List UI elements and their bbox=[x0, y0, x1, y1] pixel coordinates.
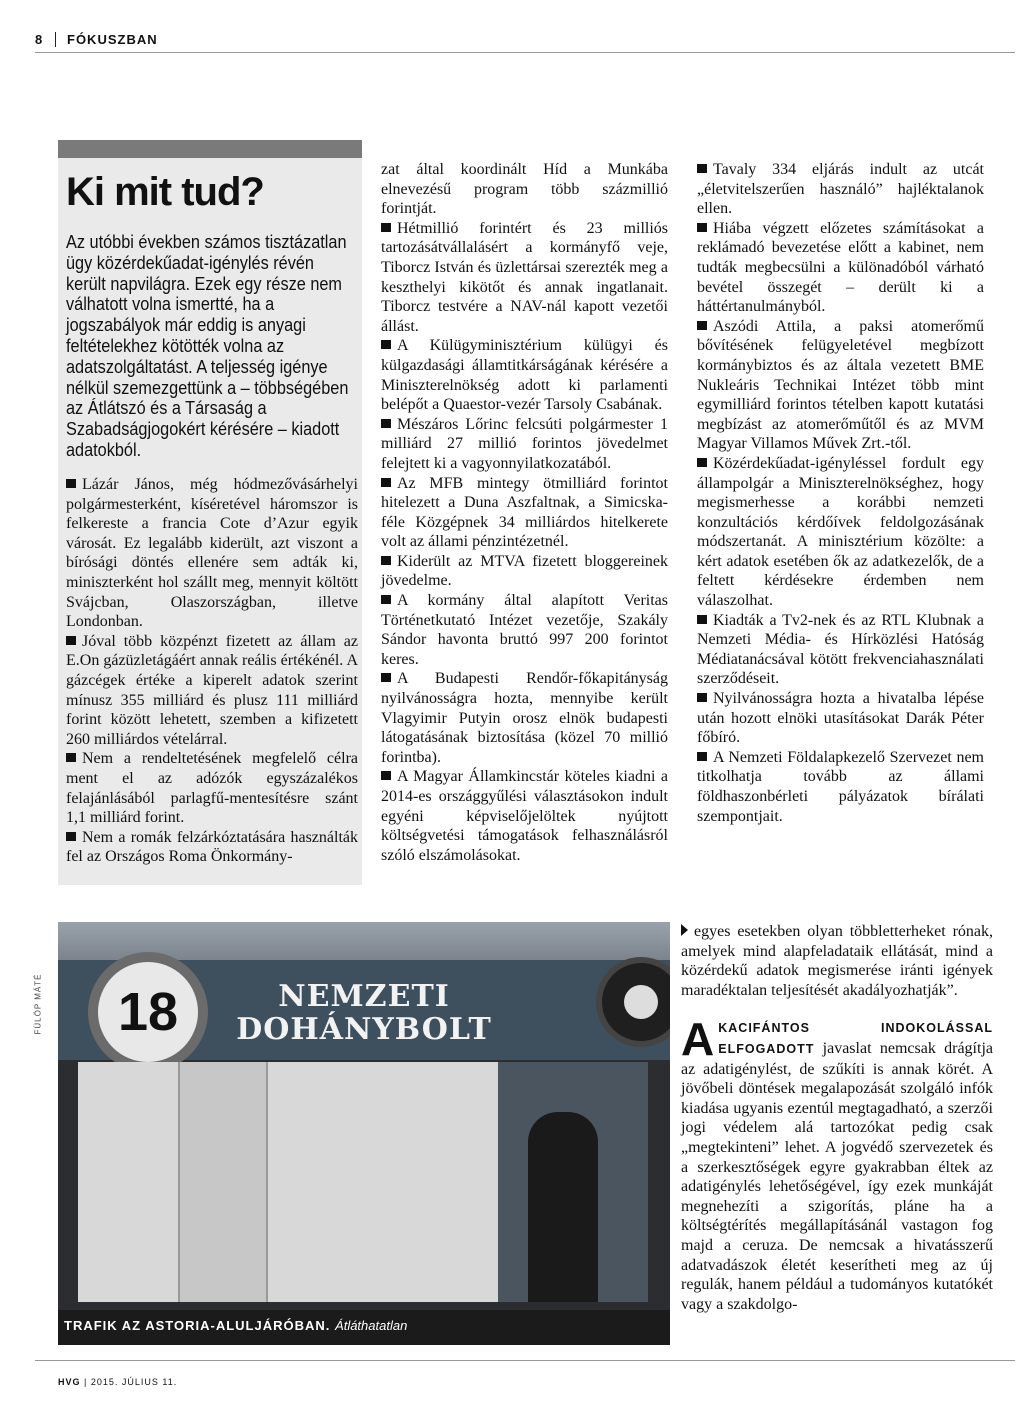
bullet-square-icon bbox=[66, 832, 76, 841]
bullet-square-icon bbox=[381, 223, 391, 232]
shop-sign-text: NEMZETI DOHÁNYBOLT bbox=[236, 979, 492, 1047]
bullet-square-icon bbox=[381, 595, 391, 604]
list-item: Közérdekűadat-igényléssel fordult egy állampolgár a Miniszterelnökséghez, hogy megismerhesse a korábbi nemzeti konzultációs kérdőívek feldolgozásának módszertanát. A minisztérium közölte: a kért adatok esetében ők az adatkezelők, de a feltett kérdésekre érdemben nem válaszolhat. bbox=[697, 454, 984, 610]
bullet-square-icon bbox=[381, 419, 391, 428]
footer-rule bbox=[35, 1360, 1015, 1361]
continued-text: egyes esetekben olyan többletterheket rónak, amelyek mind alapfeladataik ellátását, mind a közérdekű adatok megismerése iránti igények maradéktalan teljesítését akadályozhatják”. bbox=[681, 923, 993, 999]
bullet-square-icon bbox=[381, 771, 391, 780]
sidebar-top-bar bbox=[58, 140, 362, 158]
issue-date: 2015. JÚLIUS 11. bbox=[90, 1377, 178, 1387]
list-item: Aszódi Attila, a paksi atomerőmű bővítésének felügyeletével megbízott kormánybiztos és az általa vezetett BME Nukleáris Technikai Intézet több mint egymilliárd forintos tételben kapott kutatási megbízást az atomerőműtől és az MVM Magyar Villamos Művek Zrt.-től. bbox=[697, 317, 984, 453]
page-number: 8 bbox=[35, 32, 44, 47]
person-silhouette bbox=[528, 1112, 598, 1302]
continued-text: zat által koordinált Híd a Munkába elnevezésű program több százmillió forintját. bbox=[381, 161, 668, 218]
bullet-square-icon bbox=[66, 753, 76, 762]
new-paragraph: AKACIFÁNTOS INDOKOLÁSSAL ELFOGADOTT javaslat nemcsak drágítja az adatigénylést, de szűkíti is annak körét. A jövőbeli döntések megalapozását szolgáló infók kiadása ugyanis ezentúl megtagadható, a szerzői jogi védelem alá tartozókat pedig csak „megtekinteni” lehet. A jogvédő szervezetek és a szerkesztőségek egyre gyakrabban éltek az adatigénylés lehetőségével, így ezek munkáját megnehezíti a szigorítás, pláne ha a költségtérítés megállapításánál vastagon fog majd a ceruza. De nemcsak a hivatásszerű adatvadászok életét keserítheti meg az új regulák, hanem például a tudományos kutatókét vagy a szakdolgo- bbox=[681, 1013, 993, 1313]
list-item: Hétmillió forintért és 23 milliós tartozásátvállalásért a kormányfő veje, Tiborcz István és üzlettársai szerezték meg a keszthelyi kikötőt és annak ingatlanait. Tiborcz testvére a NAV-nál kapott vezetői állást. bbox=[381, 219, 668, 335]
bullet-square-icon bbox=[381, 556, 391, 565]
bullet-square-icon bbox=[697, 752, 707, 761]
list-item: A Magyar Államkincstár köteles kiadni a 2014-es országgyűlési választásokon indult egyéni képviselőjelöltek nyújtott költségvetési támogatások felhasználásról szóló elszámolásokat. bbox=[381, 768, 668, 864]
bullet-square-icon bbox=[381, 478, 391, 487]
bullet-square-icon bbox=[697, 458, 707, 467]
list-item: Jóval több közpénzt fizetett az állam az E.On gázüzletágáért annak reális értékénél. A gázcégek értéke a kiperelt adatok szerint mínusz 355 milliárd és plusz 111 milliárd forint között lehetett, szemben a kifizetett 260 milliárdos vételárral. bbox=[66, 632, 358, 748]
list-item: Nem a rendeltetésének megfelelő célra ment el az adózók egyszázalékos felajánlásából parlagfű-mentesítésre szánt 1,1 milliárd forint. bbox=[66, 750, 358, 827]
list-item: Mészáros Lőrinc felcsúti polgármester 1 milliárd 27 millió forintos jövedelmet felejtett ki a vagyonnyilatkozatából. bbox=[381, 415, 668, 472]
photo-credit: FÜLÖP MÁTÉ bbox=[33, 973, 43, 1035]
list-item: Kiderült az MTVA fizetett bloggereinek jövedelme. bbox=[381, 552, 668, 590]
list-item: Nem a romák felzárkóztatására használták fel az Országos Roma Önkormány- bbox=[66, 828, 358, 866]
page-footer: HVG | 2015. JÚLIUS 11. bbox=[58, 1377, 178, 1387]
column-3 bbox=[697, 160, 984, 826]
header-rule bbox=[35, 52, 1015, 53]
bullet-square-icon bbox=[381, 340, 391, 349]
list-item: Lázár János, még hódmezővásárhelyi polgármesterként, kíséretével háromszor is felkereste a francia Cote d’Azur egyik városát. Ez legalább kiderült, azt viszont a bírósági döntés ellenére sem adták ki, miniszterként hol szállt meg, mennyit költött Svájcban, Olaszországban, illetve Londonban. bbox=[66, 476, 358, 631]
list-item: Nyilvánosságra hozta a hivatalba lépése után hozott elnöki utasításokat Darák Péter főbíró. bbox=[697, 690, 984, 747]
bullet-square-icon bbox=[697, 693, 707, 702]
magazine-name: HVG bbox=[58, 1377, 81, 1387]
column-4 bbox=[681, 922, 993, 1314]
lead-in: KACIFÁNTOS INDOKOLÁSSAL ELFOGADOTT bbox=[718, 1021, 993, 1056]
age-restriction-icon: 18 bbox=[88, 952, 208, 1072]
page-header bbox=[35, 30, 1015, 52]
photo-caption: TRAFIK AZ ASTORIA-ALULJÁRÓBAN. Átláthatatlan bbox=[64, 1318, 408, 1333]
bullet-square-icon bbox=[66, 636, 76, 645]
list-item: A Budapesti Rendőr-főkapitányság nyilvánosságra hozta, mennyibe került Vlagyimir Putyin orosz elnök budapesti látogatásának biztosítása (közel 70 millió forintba). bbox=[381, 670, 668, 766]
article-photo bbox=[58, 922, 670, 1345]
bullet-square-icon bbox=[381, 673, 391, 682]
bullet-square-icon bbox=[697, 615, 707, 624]
header-divider bbox=[55, 32, 56, 47]
column-1 bbox=[66, 475, 358, 867]
bullet-square-icon bbox=[697, 223, 707, 232]
list-item: Kiadták a Tv2-nek és az RTL Klubnak a Nemzeti Média- és Hírközlési Hatóság Médiatanácsával kötött frekvenciahasználati szerződéseit. bbox=[697, 611, 984, 688]
list-item: A Külügyminisztérium külügyi és külgazdasági államtitkárságának kérésére a Miniszterelnökség adott ki parlamenti belépőt a Quaestor-vezér Tarsoly Csabának. bbox=[381, 337, 668, 414]
bullet-square-icon bbox=[66, 479, 76, 488]
list-item: A Nemzeti Földalapkezelő Szervezet nem titkolhatja tovább az állami földhaszonbérleti pályázatok bírálati szempontjait. bbox=[697, 748, 984, 825]
shop-door bbox=[178, 1062, 268, 1302]
bullet-square-icon bbox=[697, 321, 707, 330]
sidebar-heading: Ki mit tud? bbox=[66, 170, 264, 214]
section-title: FÓKUSZBAN bbox=[67, 32, 158, 47]
shop-front bbox=[78, 1062, 498, 1302]
sidebar-intro: Az utóbbi években számos tisztázatlan ügy közérdekűadat-igénylés révén került napvilágra. Ezek egy része nem válhatott volna ismertté, ha a jogszabályok már eddig is anyagi feltételekhez kötötték volna az adatszolgáltatást. A teljesség igénye nélkül szemezgettünk a – többségében az Átlátszó és a Társaság a Szabadságjogokért kérésére – kiadott adatokból. bbox=[66, 231, 349, 460]
bullet-square-icon bbox=[697, 164, 707, 173]
list-item: Az MFB mintegy ötmilliárd forintot hitelezett a Duna Aszfaltnak, a Simicska-féle Közgépnek 34 milliárdos hitelkerete volt az állami pénzintézetnél. bbox=[381, 474, 668, 551]
drop-cap: A bbox=[681, 1013, 715, 1066]
continuation-arrow-icon bbox=[681, 924, 688, 936]
list-item: Tavaly 334 eljárás indult az utcát „életvitelszerűen használó” hajléktalanok ellen. bbox=[697, 161, 984, 218]
list-item: Hiába végzett előzetes számításokat a reklámadó bevezetése előtt a kabinet, nem tudták megbecsülni a különadóból várható bevétel összegét – derült ki a háttértanulmányból. bbox=[697, 219, 984, 316]
list-item: A kormány által alapított Veritas Történetkutató Intézet vezetője, Szakály Sándor havonta bruttó 997 200 forintot keres. bbox=[381, 592, 668, 668]
column-2 bbox=[381, 160, 668, 865]
